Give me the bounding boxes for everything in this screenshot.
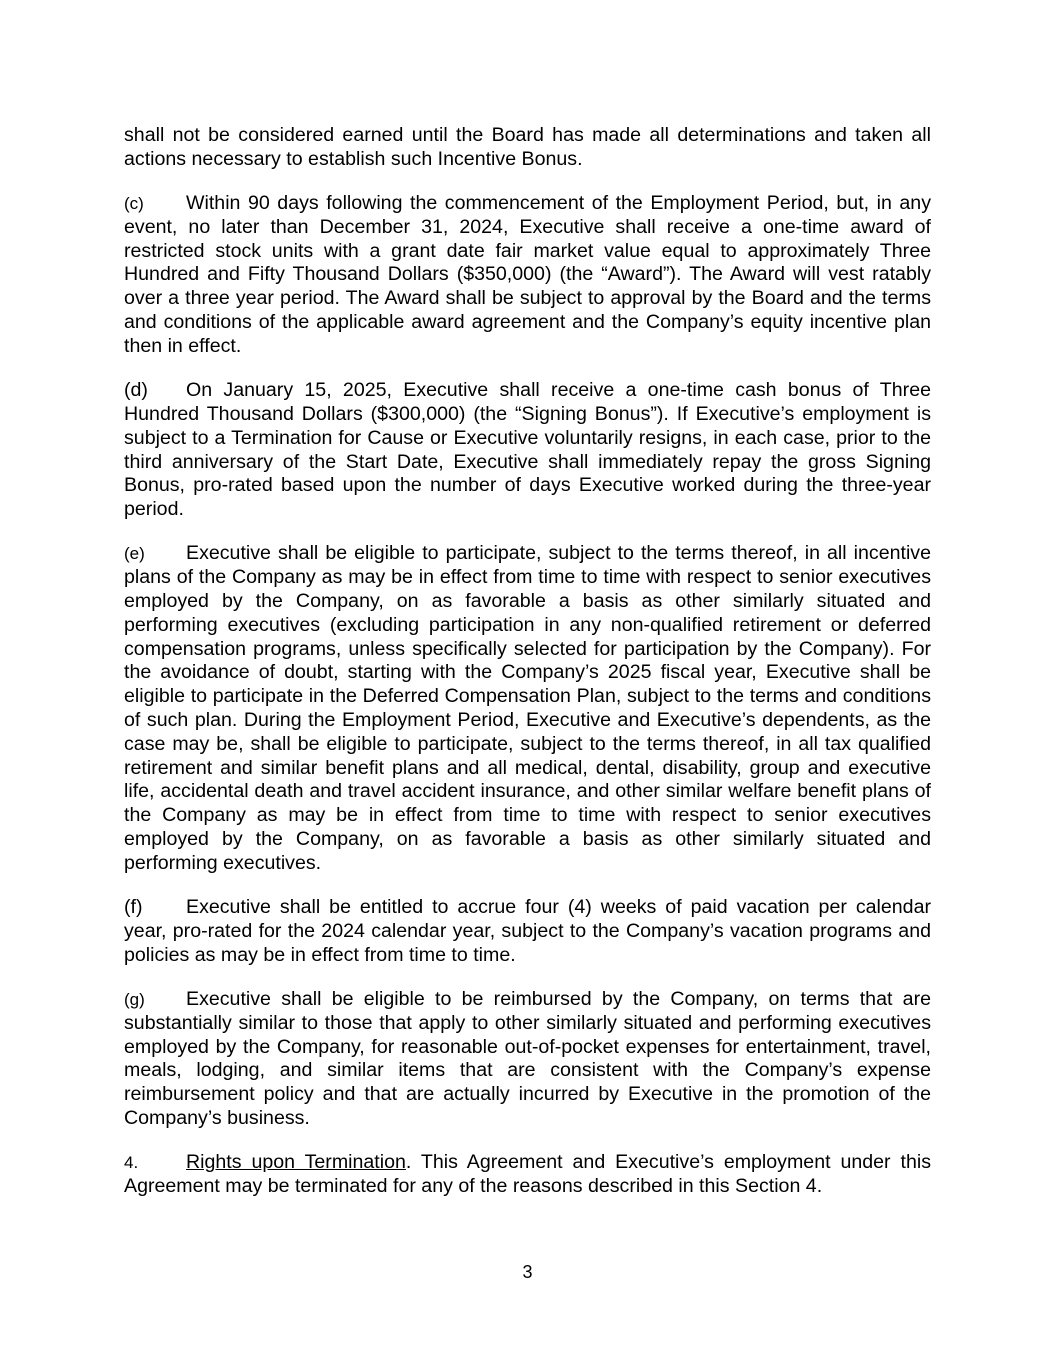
paragraph-label: (f) <box>124 896 143 919</box>
paragraph-e <box>124 542 931 875</box>
section-text: . This Agreement and Executive’s employment under this Agreement may be terminated for any of the reasons described in this Section 4. <box>124 1151 931 1198</box>
paragraph-label: (e) <box>124 544 145 564</box>
paragraph-text: shall not be considered earned until the Board has made all determinations and taken all actions necessary to establish such Incentive Bonus. <box>124 124 931 170</box>
section-heading: Rights upon Termination <box>186 1151 406 1174</box>
paragraph-f <box>124 896 931 967</box>
paragraph-text: On January 15, 2025, Executive shall receive a one-time cash bonus of Three Hundred Thousand Dollars ($300,000) (the “Signing Bonus”). If Executive’s employment is subject to a Termination for Cause or Executive voluntarily resigns, in each case, prior to the third anniversary of the Start Date, Executive shall immediately repay the gross Signing Bonus, pro-rated based upon the number of days Executive worked during the three-year period. <box>124 379 931 521</box>
paragraph-continuation <box>124 124 931 172</box>
paragraph-text: Executive shall be eligible to participate, subject to the terms thereof, in all incentive plans of the Company as may be in effect from time to time with respect to senior executives employed by the Company, on as favorable a basis as other similarly situated and performing executives (excluding participation in any non-qualified retirement or deferred compensation programs, unless specifically selected for participation by the Company). For the avoidance of doubt, starting with the Company’s 2025 fiscal year, Executive shall be eligible to participate in the Deferred Compensation Plan, subject to the terms and conditions of such plan. During the Employment Period, Executive and Executive’s dependents, as the case may be, shall be eligible to participate, subject to the terms thereof, in all tax qualified retirement and similar benefit plans and all medical, dental, disability, group and executive life, accidental death and travel accident insurance, and other similar welfare benefit plans of the Company as may be in effect from time to time with respect to senior executives employed by the Company, on as favorable a basis as other similarly situated and performing executives. <box>124 542 931 874</box>
paragraph-d <box>124 379 931 522</box>
page-number: 3 <box>522 1262 533 1282</box>
section-4 <box>124 1151 931 1199</box>
paragraph-c <box>124 192 931 359</box>
paragraph-text: Within 90 days following the commencement of the Employment Period, but, in any event, no later than December 31, 2024, Executive shall receive a one-time award of restricted stock units with a grant date fair market value equal to approximately Three Hundred and Fifty Thousand Dollars ($350,000) (the “Award”). The Award will vest ratably over a three year period. The Award shall be subject to approval by the Board and the terms and conditions of the applicable award agreement and the Company’s equity incentive plan then in effect. <box>124 192 931 357</box>
document-page <box>124 124 931 1219</box>
paragraph-text: Executive shall be entitled to accrue four (4) weeks of paid vacation per calendar year, pro-rated for the 2024 calendar year, subject to the Company’s vacation programs and policies as may be in effect from time to time. <box>124 896 931 966</box>
section-number: 4. <box>124 1153 139 1173</box>
paragraph-g <box>124 988 931 1131</box>
paragraph-label: (c) <box>124 194 144 214</box>
paragraph-label: (g) <box>124 990 145 1009</box>
paragraph-label: (d) <box>124 379 148 402</box>
paragraph-text: Executive shall be eligible to be reimbursed by the Company, on terms that are substantially similar to those that apply to other similarly situated and performing executives employed by the Company, for reasonable out-of-pocket expenses for entertainment, travel, meals, lodging, and similar items that are consistent with the Company’s expense reimbursement policy and that are actually incurred by Executive in the promotion of the Company’s business. <box>124 988 931 1129</box>
